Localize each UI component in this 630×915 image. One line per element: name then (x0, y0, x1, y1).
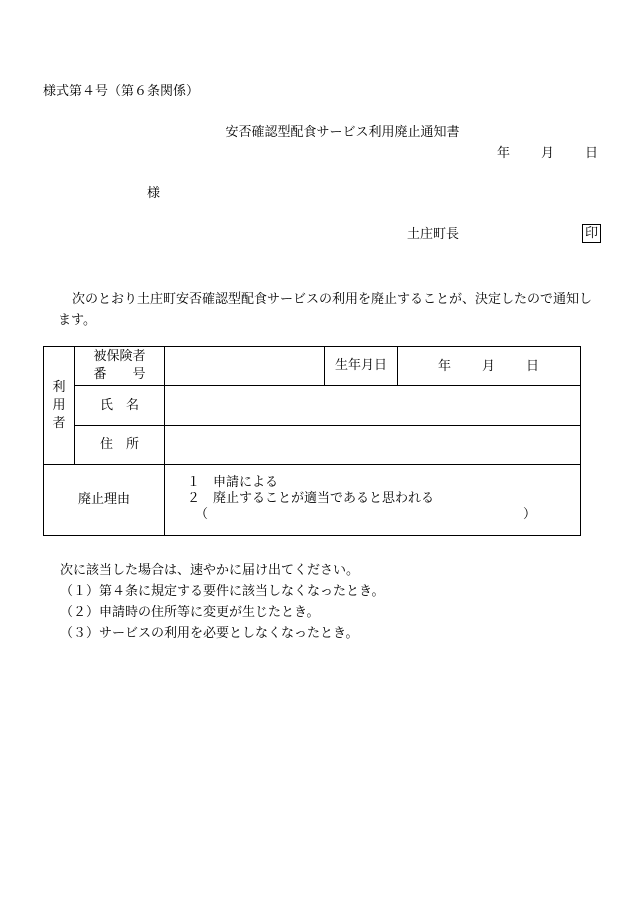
insured-number-label: 被保険者 番 号 (75, 347, 165, 386)
date-month: 月 (541, 146, 555, 161)
name-label: 氏 名 (75, 386, 165, 426)
reason-field[interactable] (165, 465, 581, 536)
reason-label: 廃止理由 (44, 465, 165, 536)
notes-item-2: （２）申請時の住所等に変更が生じたとき。 (60, 605, 320, 620)
birthdate-year: 年 (438, 359, 452, 374)
birthdate-field[interactable] (398, 347, 581, 386)
notes-section (60, 560, 384, 644)
issuer-name: 土庄町長 (407, 227, 460, 242)
insured-number-field[interactable] (165, 347, 325, 386)
birthdate-month: 月 (482, 359, 496, 374)
address-field[interactable] (165, 426, 581, 465)
document-title: 安否確認型配食サービス利用廃止通知書 (225, 125, 460, 140)
reason-option-2[interactable]: ２ 廃止することが適当であると思われる (187, 491, 435, 506)
date-day: 日 (585, 146, 599, 161)
notes-item-3: （３）サービスの利用を必要としなくなったとき。 (60, 626, 359, 641)
name-field[interactable] (165, 386, 581, 426)
form-number: 様式第４号（第６条関係） (43, 84, 200, 99)
addressee-suffix: 様 (147, 186, 161, 201)
notes-item-1: （１）第４条に規定する要件に該当しなくなったとき。 (60, 584, 385, 599)
notice-body-text: 次のとおり土庄町安否確認型配食サービスの利用を廃止することが、決定したので通知します。 (58, 292, 593, 328)
birthdate-label: 生年月日 (325, 347, 398, 386)
seal-mark: 印 (582, 224, 601, 243)
notes-intro: 次に該当した場合は、速やかに届け出てください。 (60, 563, 360, 578)
birthdate-day: 日 (526, 359, 540, 374)
user-section-label: 利 用 者 (44, 347, 75, 465)
reason-other-input[interactable]: （ ） (195, 507, 537, 522)
date-year: 年 (497, 146, 511, 161)
reason-option-1[interactable]: １ 申請による (187, 475, 279, 490)
address-label: 住 所 (75, 426, 165, 465)
notice-form-table (43, 346, 581, 536)
